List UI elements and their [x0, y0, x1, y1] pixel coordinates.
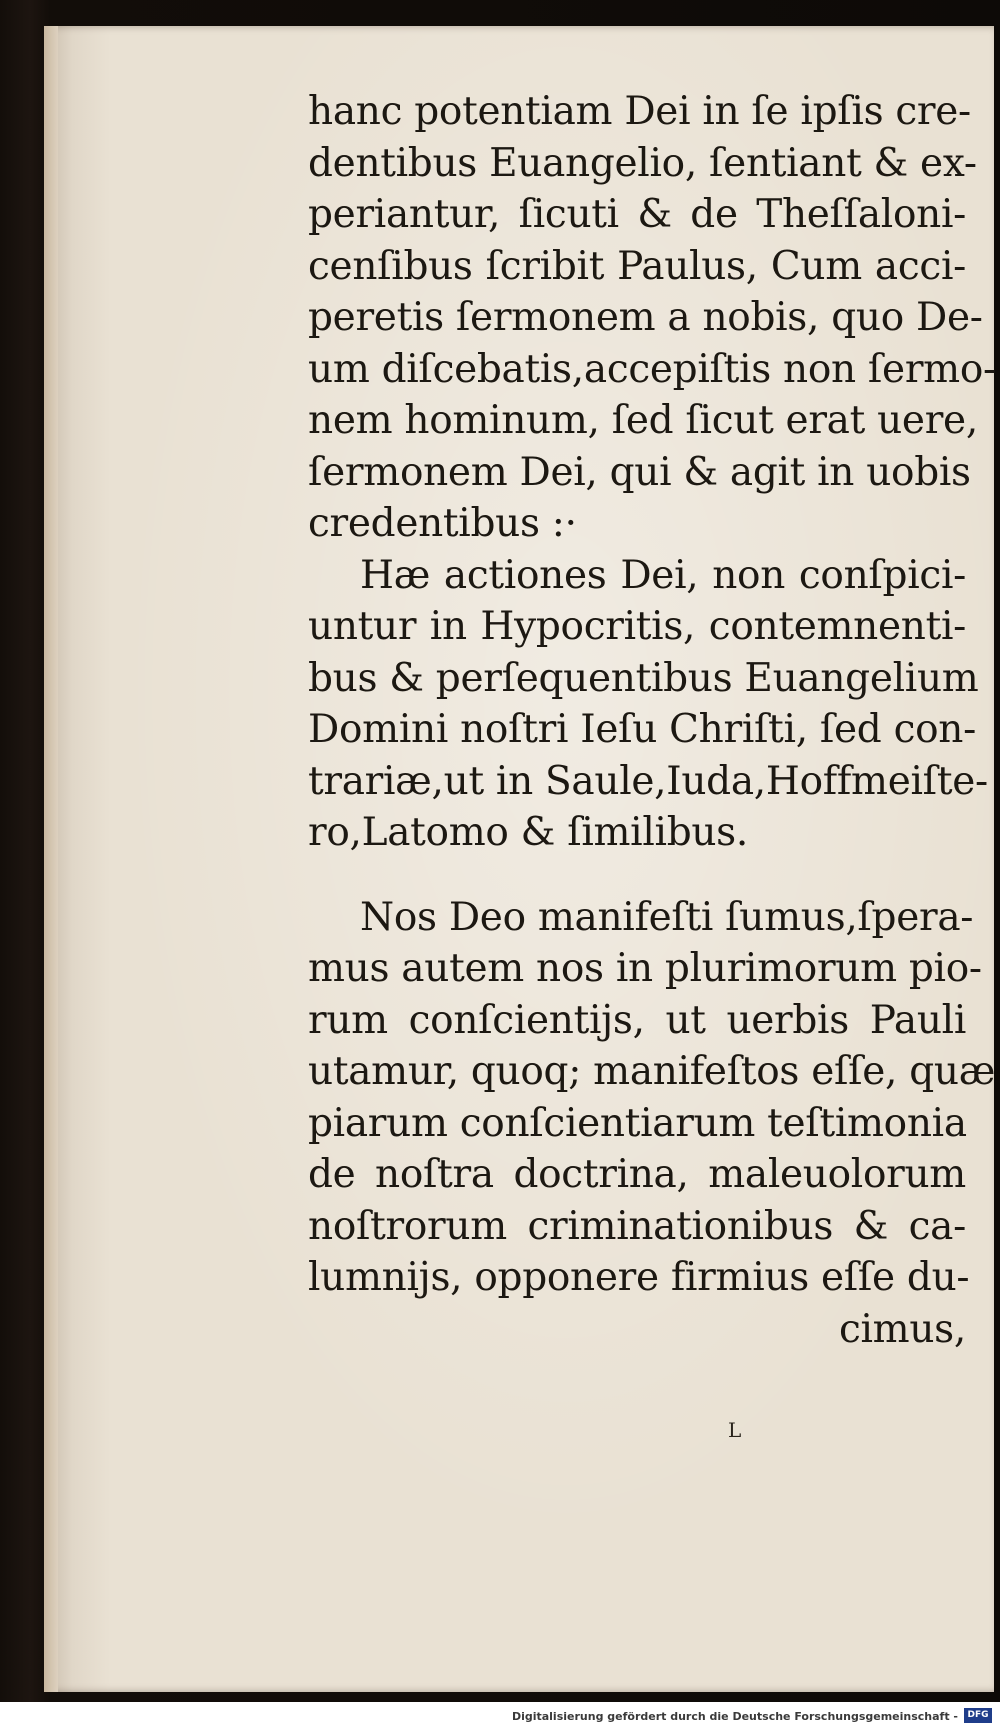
text-line: ſermonem Dei, qui & agit in uobis — [308, 449, 971, 495]
text-line: untur in Hypocritis, contemnenti- — [308, 604, 966, 649]
text-line: piarum conſcientiarum teſtimonia — [308, 1100, 967, 1146]
text-line: Domini noſtri Ieſu Chriſti, ſed con- — [308, 707, 976, 752]
text-line: Hæ actiones Dei, non conſpici- — [360, 552, 966, 598]
text-line: bus & perſequentibus Euangelium — [308, 655, 979, 701]
dfg-logo: DFG — [964, 1708, 992, 1723]
text-line: utamur, quoq; manifeſtos eſſe, quæ — [308, 1049, 996, 1094]
text-line: noſtrorum criminationibus & ca- — [308, 1203, 966, 1249]
text-line: mus autem nos in plurimorum pio- — [308, 946, 982, 991]
paragraph-gap — [308, 859, 966, 892]
text-line: periantur, ſicuti & de Theſſaloni- — [308, 192, 966, 237]
text-line: trariæ,ut in Saule,Iuda,Hoffmeiſte- — [308, 758, 988, 804]
text-line: Nos Deo manifeſti ſumus,ſpera- — [360, 894, 974, 940]
text-line: ro,Latomo & ſimilibus. — [308, 810, 748, 855]
catchword: cimus, — [838, 1306, 966, 1352]
text-line: peretis ſermonem a nobis, quo De- — [308, 295, 983, 340]
text-line: um diſcebatis,accepiſtis non ſermo- — [308, 346, 996, 392]
text-line: de noſtra doctrina, maleuolorum — [308, 1152, 966, 1197]
text-line: rum conſcientijs, ut uerbis Pauli — [308, 997, 966, 1043]
text-line: nem hominum, ſed ſicut erat uere, — [308, 398, 978, 443]
text-line: hanc potentiam Dei in ſe ipſis cre- — [308, 89, 971, 134]
page-edge — [44, 26, 58, 1692]
text-line: credentibus :· — [308, 501, 577, 546]
text-line: lumnijs, opponere firmius eſſe du- — [308, 1255, 970, 1300]
text-line: dentibus Euangelio, ſentiant & ex- — [308, 140, 977, 186]
body-text — [308, 86, 996, 1355]
text-line: cenſibus ſcribit Paulus, Cum acci- — [308, 243, 966, 289]
footer-credit: Digitalisierung gefördert durch die Deutsche Forschungsgemeinschaft - — [511, 1710, 958, 1723]
signature-mark: L — [728, 1418, 742, 1442]
